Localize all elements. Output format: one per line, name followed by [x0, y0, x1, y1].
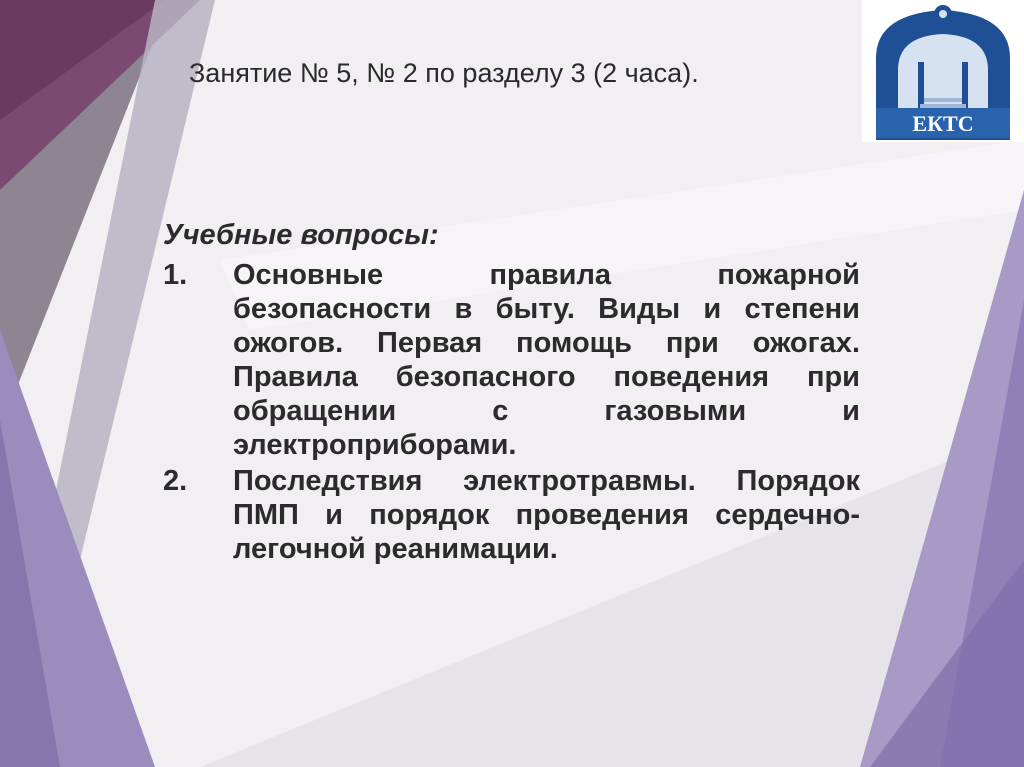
- slide-title: Занятие № 5, № 2 по разделу 3 (2 часа).: [189, 58, 699, 88]
- logo-text: ЕКТС: [912, 111, 974, 136]
- logo: [862, 0, 1024, 142]
- question-text: Основные правила пожарной безопасности в быту. Виды и степени ожогов. Первая помощь при ожогах. Правила безопасного поведения при обращении с газовыми и электроприборами.: [233, 259, 860, 461]
- section-heading: Учебные вопросы:: [163, 219, 439, 251]
- ektc-emblem-icon: [862, 0, 1024, 142]
- question-number: 1.: [163, 259, 188, 291]
- questions-list: [163, 258, 860, 566]
- question-text: Последствия электротравмы. Порядок ПМП и порядок проведения сердечно-легочной реанимации.: [233, 465, 860, 565]
- question-item-2: [163, 464, 860, 566]
- content-block: [163, 217, 860, 568]
- question-item-1: [163, 258, 860, 462]
- question-number: 2.: [163, 465, 188, 497]
